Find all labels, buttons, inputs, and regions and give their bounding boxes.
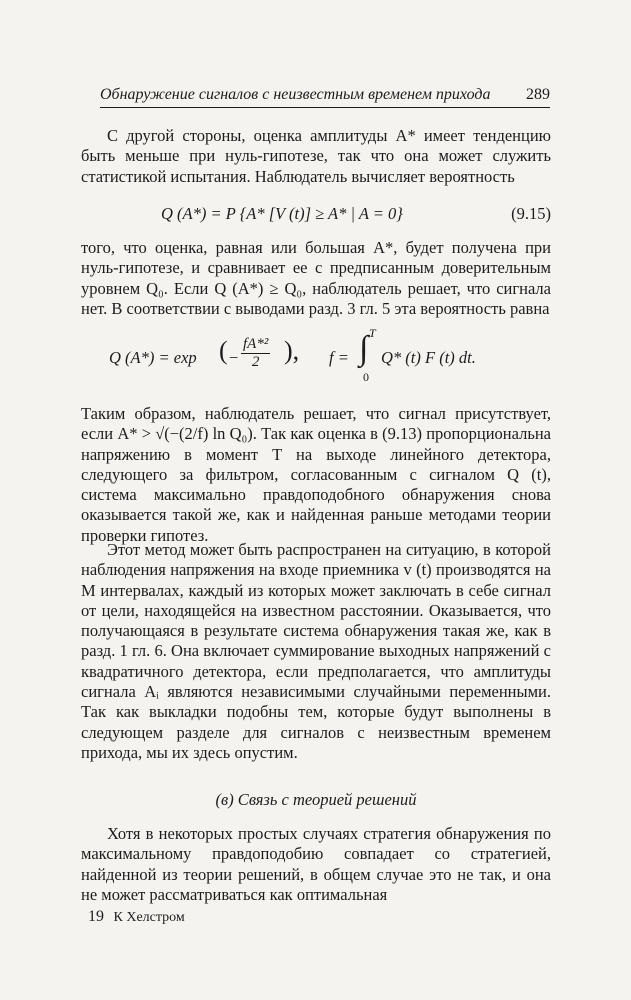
- equation-exp-close-paren: ),: [284, 336, 300, 365]
- integrand: Q* (t) F (t) dt.: [381, 348, 476, 367]
- footer-author: К Хелстром: [113, 910, 185, 925]
- paragraph-3-text: Таким образом, наблюдатель решает, что сигнал присутствует, если A* > √(−(2/f) ln Q₀). Так как оценка в (9.13) пропорциональна напряжению в момент T на выходе линейного детектора, следующего за фильтром, согласованным с сигналом Q (t), система максимально правдоподобного обнаружения снова оказывается такой же, как и найденная раньше методами теории проверки гипотез.: [81, 404, 551, 545]
- equation-q-exp: [81, 326, 551, 386]
- integral-lower-limit: 0: [363, 370, 369, 384]
- section-heading: (в) Связь с теорией решений: [215, 790, 417, 809]
- equation-f-lhs: f =: [329, 348, 349, 367]
- sheet-number: 19: [88, 908, 104, 925]
- fraction-denominator: 2: [251, 354, 260, 370]
- paragraph-1: [81, 126, 551, 187]
- paragraph-2-text: того, что оценка, равная или большая A*, будет получена при нуль-гипотезе, и сравнивает ее с предписанным доверительным уровнем Q₀. Если Q (A*) ≥ Q₀, наблюдатель решает, что сигнала нет. В соответствии с выводами разд. 3 гл. 5 эта вероятность равна: [81, 238, 551, 318]
- equation-9-15-formula: Q (A*) = P {A* [V (t)] ≥ A* | A = 0}: [161, 204, 403, 223]
- equation-exp-open-paren: (: [219, 336, 228, 365]
- paragraph-4-text: Этот метод может быть распространен на ситуацию, в которой наблюдения напряжения на входе приемника v (t) производятся на M интервалах, каждый из которых может заключать в себе сигнал от цели, находящейся на известном расстоянии. Оказывается, что получающаяся в результате система обнаружения такая же, как в разд. 1 гл. 6. Она включает суммирование выходных напряжений с квадратичного детектора, если предполагается, что амплитуды сигнала Aᵢ являются независимыми случайными переменными. Так как выкладки подобны тем, которые будут выполнены в следующем разделе для сигналов с неизвестным временем прихода, мы их здесь опустим.: [81, 540, 551, 762]
- paragraph-1-text: С другой стороны, оценка амплитуды A* имеет тенденцию быть меньше при нуль-гипотезе, так что она может служить статистикой испытания. Наблюдатель вычисляет вероятность: [81, 126, 551, 186]
- paragraph-5-text: Хотя в некоторых простых случаях стратегия обнаружения по максимальному правдоподобию совпадает со стратегией, найденной из теории решений, в общем случае это не так, и она не может рассматриваться как оптимальная: [81, 824, 551, 904]
- paragraph-3: [81, 404, 551, 546]
- equation-exp-minus: −: [229, 348, 239, 367]
- equation-9-15-number: (9.15): [511, 204, 551, 223]
- running-title: Обнаружение сигналов с неизвестным временем прихода: [100, 86, 491, 103]
- equation-exp-fraction: [241, 336, 270, 371]
- running-header: [100, 86, 550, 108]
- paragraph-5: [81, 824, 551, 905]
- paragraph-4: [81, 540, 551, 763]
- page-number: 289: [526, 86, 550, 103]
- integral-sign-icon: ∫: [359, 330, 369, 367]
- paragraph-2: [81, 238, 551, 319]
- equation-exp-lhs: Q (A*) = exp: [109, 348, 197, 367]
- signature-footer: [88, 908, 185, 926]
- integral-upper-limit: T: [369, 326, 376, 340]
- fraction-numerator: fA*²: [243, 336, 269, 352]
